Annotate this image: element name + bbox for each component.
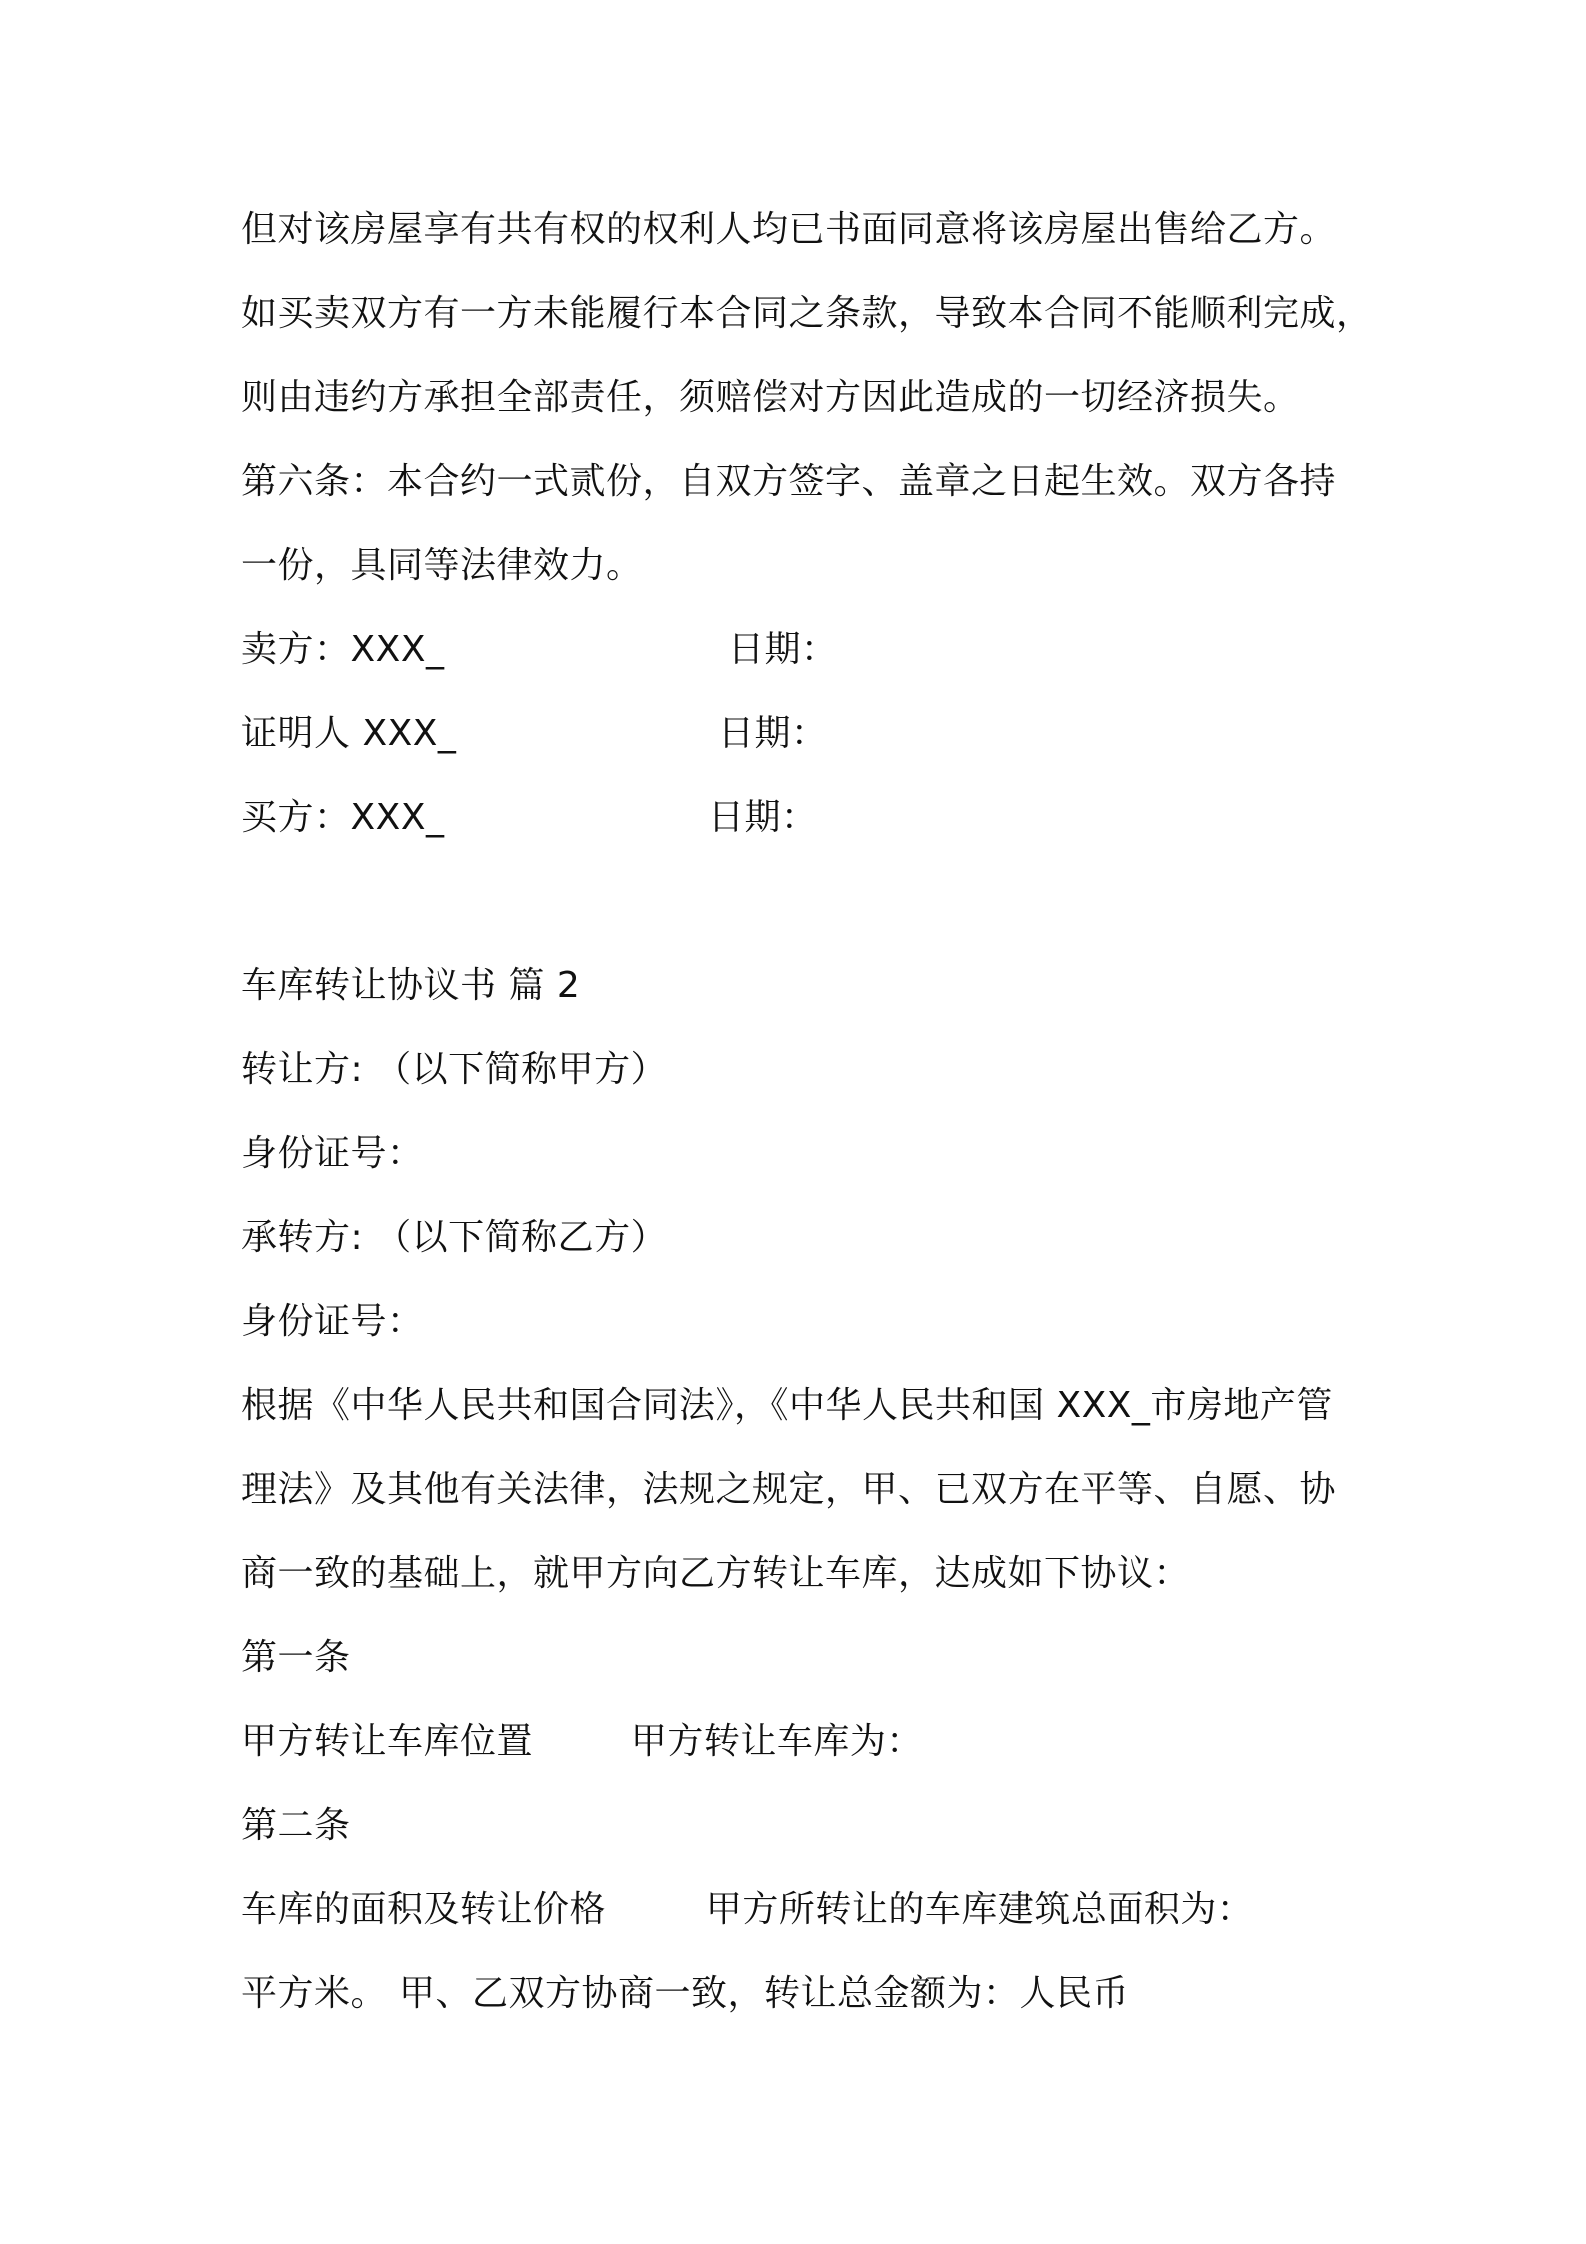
basis-line: 根据《中华人民共和国合同法》，《中华人民共和国 XXX_市房地产管 bbox=[241, 1385, 1333, 1426]
price-line: 平方米。 甲、乙双方协商一致，转让总金额为：人民币 bbox=[241, 1973, 1129, 2014]
paragraph-line: 如买卖双方有一方未能履行本合同之条款，导致本合同不能顺利完成， bbox=[241, 293, 1373, 334]
signature-date: 日期： bbox=[728, 629, 838, 670]
signature-seller bbox=[241, 626, 445, 674]
signature-witness bbox=[241, 710, 456, 758]
paragraph-line: 但对该房屋享有共有权的权利人均已书面同意将该房屋出售给乙方。 bbox=[241, 209, 1337, 250]
id-number-line: 身份证号： bbox=[241, 1133, 424, 1174]
signature-date: 日期： bbox=[708, 797, 818, 838]
transferor-line: 转让方: （以下简称甲方） bbox=[241, 1049, 668, 1090]
article-left-text: 车库的面积及转让价格 bbox=[241, 1889, 607, 1930]
article-left-text: 甲方转让车库位置 bbox=[241, 1721, 534, 1762]
paragraph-line: 一份，具同等法律效力。 bbox=[241, 545, 643, 586]
article-line bbox=[241, 1718, 923, 1766]
article-right-text: 甲方转让车库为： bbox=[630, 1721, 923, 1762]
id-number-line: 身份证号： bbox=[241, 1301, 424, 1342]
signature-role: 证明人 XXX_ bbox=[241, 713, 457, 754]
basis-line: 商一致的基础上，就甲方向乙方转让车库，达成如下协议： bbox=[241, 1553, 1191, 1594]
signature-role: 买方：XXX_ bbox=[241, 797, 445, 838]
article-right-text: 甲方所转让的车库建筑总面积为： bbox=[705, 1889, 1254, 1930]
article-heading: 第二条 bbox=[241, 1805, 351, 1846]
signature-date: 日期： bbox=[718, 713, 828, 754]
basis-line: 理法》及其他有关法律，法规之规定，甲、已双方在平等、自愿、协 bbox=[241, 1469, 1337, 1510]
article-line bbox=[241, 1886, 1253, 1934]
paragraph-line: 第六条：本合约一式贰份，自双方签字、盖章之日起生效。双方各持 bbox=[241, 461, 1337, 502]
section-title: 车库转让协议书 篇 2 bbox=[241, 965, 581, 1006]
transferee-line: 承转方: （以下简称乙方） bbox=[241, 1217, 668, 1258]
signature-role: 卖方：XXX_ bbox=[241, 629, 445, 670]
signature-buyer bbox=[241, 794, 445, 842]
paragraph-line: 则由违约方承担全部责任，须赔偿对方因此造成的一切经济损失。 bbox=[241, 377, 1300, 418]
article-heading: 第一条 bbox=[241, 1637, 351, 1678]
